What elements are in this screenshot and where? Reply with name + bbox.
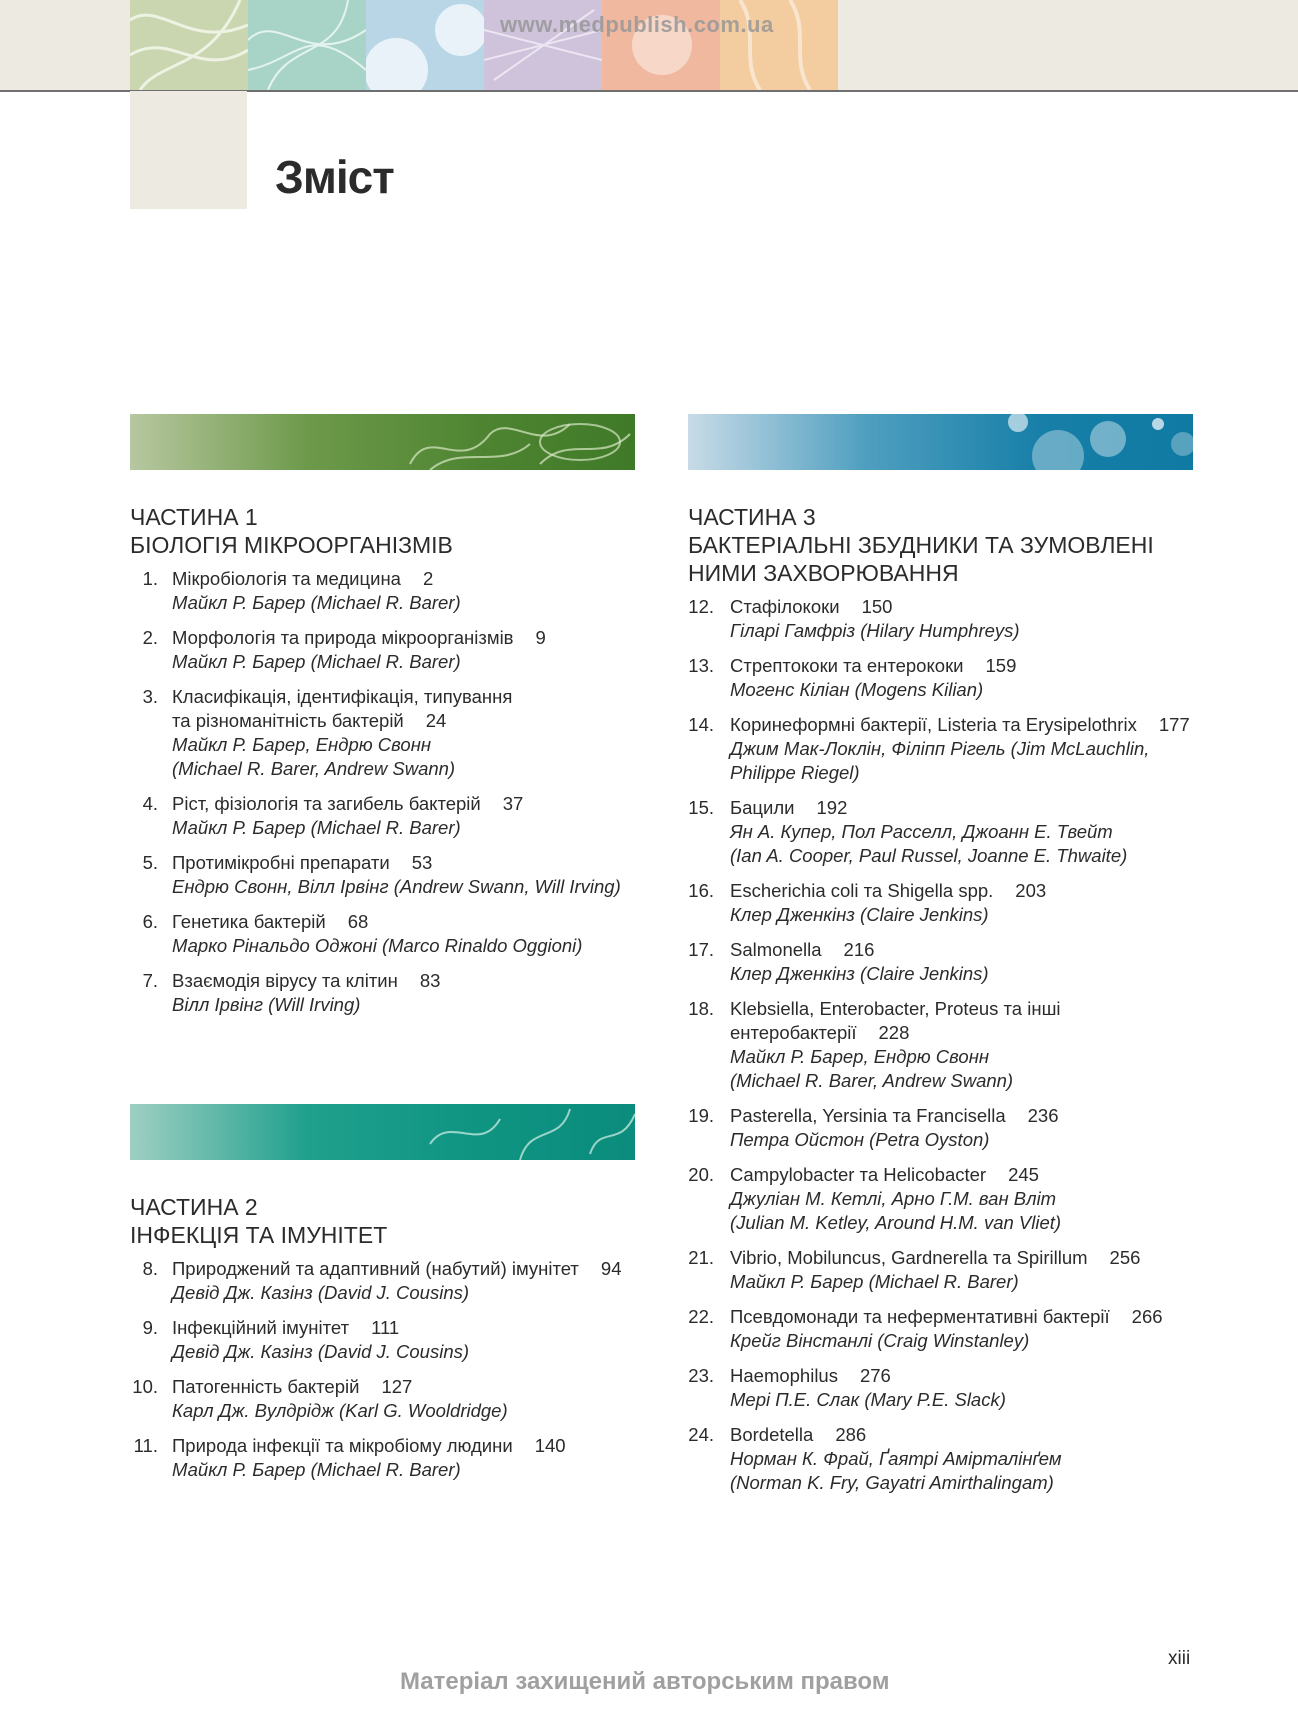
toc-entry[interactable] <box>688 654 1248 702</box>
chapter-author: Ендрю Свонн, Вілл Ірвінг (Andrew Swann, Will Irving) <box>172 876 621 897</box>
toc-entry[interactable] <box>130 969 650 1017</box>
chapter-number: 12. <box>688 596 714 617</box>
part-1-section <box>130 503 650 1028</box>
chapter-title: Bordetella <box>730 1424 814 1445</box>
part-label: ЧАСТИНА 3 <box>688 504 816 530</box>
chapter-title-line <box>730 1163 1248 1187</box>
chapter-number: 19. <box>688 1105 714 1126</box>
chapter-page-number: 192 <box>816 797 848 818</box>
chapter-title: Стафілококи <box>730 596 840 617</box>
chapter-title: Campylobacter та Helicobacter <box>730 1164 987 1185</box>
chapter-title-line <box>730 1364 1248 1388</box>
chapter-author: Девід Дж. Казінз (David J. Cousins) <box>172 1282 470 1303</box>
chapter-number: 16. <box>688 880 714 901</box>
chapter-number: 8. <box>142 1258 158 1279</box>
part-label: ЧАСТИНА 2 <box>130 1194 258 1220</box>
chapter-title: Klebsiella, Enterobacter, Proteus та інші <box>730 998 1061 1019</box>
toc-entry[interactable] <box>130 910 650 958</box>
chapter-page-number: 228 <box>878 1022 910 1043</box>
chapter-title: Коринеформні бактерії, Listeria та Erysipelothrix <box>730 714 1137 735</box>
chapter-author: Клер Дженкінз (Claire Jenkins) <box>730 904 989 925</box>
chapter-title-line <box>172 910 650 934</box>
page-title: Зміст <box>275 151 394 203</box>
toc-entry[interactable] <box>130 792 650 840</box>
chapter-page-number: 127 <box>381 1376 413 1397</box>
chapter-page-number: 159 <box>985 655 1017 676</box>
part-2-banner <box>130 1104 635 1160</box>
chapter-author: Ян А. Купер, Пол Расселл, Джоанн Е. Твейт <box>730 821 1113 842</box>
chapter-title: Стрептококи та ентерококи <box>730 655 964 676</box>
copyright-watermark: Матеріал захищений авторським правом <box>400 1668 890 1695</box>
chapter-author: Вілл Ірвінг (Will Irving) <box>172 994 361 1015</box>
chapter-page-number: 2 <box>422 568 434 589</box>
chapter-author: Петра Ойстон (Petra Oyston) <box>730 1129 990 1150</box>
chapter-number: 10. <box>132 1376 158 1397</box>
chapter-number: 1. <box>142 568 158 589</box>
chapter-author: (Norman K. Fry, Gayatri Amirthalingam) <box>730 1472 1054 1493</box>
chapter-title-line <box>730 1104 1248 1128</box>
chapter-title-line <box>730 713 1248 737</box>
chapter-title-line <box>730 796 1248 820</box>
chapter-page-number: 203 <box>1015 880 1047 901</box>
chapter-page-number: 53 <box>411 852 433 873</box>
chapter-page-number: 37 <box>502 793 524 814</box>
toc-entry[interactable] <box>688 1246 1248 1294</box>
part-1-banner <box>130 414 635 470</box>
chapter-title: та різноманітність бактерій <box>172 710 404 731</box>
chapter-title-line <box>730 1021 1248 1045</box>
toc-entry[interactable] <box>130 567 650 615</box>
chapter-title-line <box>172 851 650 875</box>
chapter-title-line <box>730 1246 1248 1270</box>
chapter-title-line <box>172 1257 650 1281</box>
chapter-number: 9. <box>142 1317 158 1338</box>
chapter-title: ентеробактерії <box>730 1022 857 1043</box>
chapter-title: Протимікробні препарати <box>172 852 390 873</box>
tile-green <box>130 0 248 90</box>
part-heading <box>130 503 650 559</box>
toc-entry[interactable] <box>688 1364 1248 1412</box>
chapter-number: 3. <box>142 686 158 707</box>
chapter-number: 20. <box>688 1164 714 1185</box>
chapter-page-number: 111 <box>371 1317 400 1338</box>
chapter-title-line <box>730 879 1248 903</box>
toc-entry[interactable] <box>130 1257 650 1305</box>
chapter-title-line <box>172 567 650 591</box>
chapter-title: Pasterella, Yersinia та Francisella <box>730 1105 1006 1126</box>
chapter-author: (Julian M. Ketley, Around H.M. van Vliet) <box>730 1212 1062 1233</box>
part-title-line: ІНФЕКЦІЯ ТА ІМУНІТЕТ <box>130 1222 388 1248</box>
toc-entry[interactable] <box>130 1375 650 1423</box>
chapter-page-number: 256 <box>1109 1247 1141 1268</box>
chapter-title-line <box>730 997 1248 1021</box>
chapter-author: (Michael R. Barer, Andrew Swann) <box>730 1070 1014 1091</box>
toc-entry[interactable] <box>130 1316 650 1364</box>
chapter-title: Класифікація, ідентифікація, типування <box>172 686 513 707</box>
chapter-title-line <box>172 1316 650 1340</box>
chapter-page-number: 286 <box>835 1424 867 1445</box>
chapter-page-number: 68 <box>347 911 369 932</box>
chapter-page-number: 266 <box>1131 1306 1163 1327</box>
chapter-author: Майкл Р. Барер (Michael R. Barer) <box>172 592 461 613</box>
chapter-title-line <box>172 1434 650 1458</box>
chapter-number: 5. <box>142 852 158 873</box>
chapter-number: 23. <box>688 1365 714 1386</box>
chapter-author: (Ian A. Cooper, Paul Russel, Joanne E. Thwaite) <box>730 845 1128 866</box>
page-number: xiii <box>1168 1648 1191 1669</box>
chapter-title: Бацили <box>730 797 795 818</box>
chapter-author: Майкл Р. Барер, Ендрю Свонн <box>172 734 432 755</box>
toc-entry[interactable] <box>688 997 1248 1093</box>
chapter-title: Ріст, фізіологія та загибель бактерій <box>172 793 481 814</box>
part-3-section <box>688 503 1248 1506</box>
toc-entry[interactable] <box>130 1434 650 1482</box>
toc-entry[interactable] <box>130 626 650 674</box>
chapter-number: 21. <box>688 1247 714 1268</box>
chapter-title: Escherichia coli та Shigella spp. <box>730 880 994 901</box>
chapter-author: Джуліан М. Кетлі, Арно Г.М. ван Вліт <box>730 1188 1057 1209</box>
chapter-title-line <box>730 1305 1248 1329</box>
chapter-number: 14. <box>688 714 714 735</box>
chapter-author: Марко Рінальдо Оджоні (Marco Rinaldo Oggioni) <box>172 935 583 956</box>
chapter-title: Vibrio, Mobiluncus, Gardnerella та Spirillum <box>730 1247 1088 1268</box>
chapter-page-number: 245 <box>1008 1164 1039 1185</box>
part-heading <box>130 1193 650 1249</box>
chapter-page-number: 83 <box>419 970 441 991</box>
part-label: ЧАСТИНА 1 <box>130 504 258 530</box>
chapter-number: 11. <box>133 1435 158 1456</box>
chapter-author: Philippe Riegel) <box>730 762 860 783</box>
chapter-author: Майкл Р. Барер, Ендрю Свонн <box>730 1046 990 1067</box>
chapter-title: Псевдомонади та неферментативні бактерії <box>730 1306 1110 1327</box>
chapter-title-line <box>172 685 650 709</box>
chapter-title: Генетика бактерій <box>172 911 326 932</box>
chapter-number: 13. <box>688 655 714 676</box>
chapter-title: Мікробіологія та медицина <box>172 568 401 589</box>
toc-entry[interactable] <box>688 713 1248 785</box>
chapter-title: Патогенність бактерій <box>172 1376 360 1397</box>
chapter-author: Девід Дж. Казінз (David J. Cousins) <box>172 1341 470 1362</box>
toc-entry[interactable] <box>688 1423 1248 1495</box>
chapter-author: (Michael R. Barer, Andrew Swann) <box>172 758 456 779</box>
tile-blue <box>366 0 484 90</box>
part-3-banner <box>688 414 1193 470</box>
chapter-number: 4. <box>142 793 158 814</box>
tile-teal <box>248 0 366 90</box>
chapter-title-line <box>172 1375 650 1399</box>
title-block <box>130 91 247 209</box>
chapter-page-number: 216 <box>843 939 875 960</box>
toc-entry[interactable] <box>688 1104 1248 1152</box>
part-2-section <box>130 1193 650 1493</box>
chapter-title: Природа інфекції та мікробіому людини <box>172 1435 513 1456</box>
watermark-url: www.medpublish.com.ua <box>500 12 774 37</box>
chapter-author: Норман К. Фрай, Ґаятрі Амірталінґем <box>730 1448 1062 1469</box>
chapter-number: 24. <box>688 1424 714 1445</box>
chapter-page-number: 276 <box>859 1365 891 1386</box>
chapter-page-number: 177 <box>1158 714 1190 735</box>
chapter-title-line <box>730 938 1248 962</box>
chapter-author: Майкл Р. Барер (Michael R. Barer) <box>172 817 461 838</box>
toc-entry[interactable] <box>688 796 1248 868</box>
chapter-page-number: 94 <box>600 1258 622 1279</box>
chapter-number: 2. <box>142 627 158 648</box>
chapter-title-line <box>172 626 650 650</box>
chapter-title: Haemophilus <box>730 1365 838 1386</box>
part-title-line: НИМИ ЗАХВОРЮВАННЯ <box>688 560 959 586</box>
chapter-author: Гіларі Гамфріз (Hilary Humphreys) <box>730 620 1020 641</box>
chapter-page-number: 140 <box>534 1435 566 1456</box>
toc-entry[interactable] <box>688 595 1248 643</box>
chapter-title: Salmonella <box>730 939 822 960</box>
chapter-title-line <box>172 709 650 733</box>
chapter-title-line <box>730 1423 1248 1447</box>
chapter-title-line <box>730 654 1248 678</box>
chapter-title-line <box>730 595 1248 619</box>
chapter-title-line <box>172 792 650 816</box>
chapter-author: Майкл Р. Барер (Michael R. Barer) <box>172 1459 461 1480</box>
toc-entry[interactable] <box>688 1163 1248 1235</box>
chapter-title-line <box>172 969 650 993</box>
toc-entry[interactable] <box>130 685 650 781</box>
chapter-author: Майкл Р. Барер (Michael R. Barer) <box>730 1271 1019 1292</box>
chapter-number: 7. <box>142 970 158 991</box>
toc-entry[interactable] <box>688 938 1248 986</box>
chapter-author: Могенс Кіліан (Mogens Kilian) <box>730 679 984 700</box>
chapter-title: Взаємодія вірусу та клітин <box>172 970 398 991</box>
chapter-author: Джим Мак-Локлін, Філіпп Рігель (Jim McLauchlin, <box>730 738 1150 759</box>
chapter-number: 6. <box>142 911 158 932</box>
chapter-number: 15. <box>688 797 714 818</box>
chapter-author: Крейг Вінстанлі (Craig Winstanley) <box>730 1330 1030 1351</box>
chapter-author: Майкл Р. Барер (Michael R. Barer) <box>172 651 461 672</box>
chapter-number: 22. <box>688 1306 714 1327</box>
toc-entry[interactable] <box>130 851 650 899</box>
chapter-author: Мері П.Е. Слак (Mary P.E. Slack) <box>730 1389 1006 1410</box>
part-title-line: БАКТЕРІАЛЬНІ ЗБУДНИКИ ТА ЗУМОВЛЕНІ <box>688 532 1154 558</box>
chapter-number: 18. <box>688 998 714 1019</box>
chapter-page-number: 24 <box>425 710 447 731</box>
chapter-page-number: 150 <box>861 596 893 617</box>
toc-entry[interactable] <box>688 879 1248 927</box>
chapter-page-number: 9 <box>535 627 546 648</box>
chapter-title: Морфологія та природа мікроорганізмів <box>172 627 514 648</box>
part-title-line: БІОЛОГІЯ МІКРООРГАНІЗМІВ <box>130 532 453 558</box>
chapter-author: Клер Дженкінз (Claire Jenkins) <box>730 963 989 984</box>
chapter-number: 17. <box>688 939 714 960</box>
chapter-title: Природжений та адаптивний (набутий) імунітет <box>172 1258 579 1279</box>
chapter-author: Карл Дж. Вулдрідж (Karl G. Wooldridge) <box>172 1400 508 1421</box>
chapter-title: Інфекційний імунітет <box>172 1317 350 1338</box>
chapter-page-number: 236 <box>1027 1105 1059 1126</box>
toc-entry[interactable] <box>688 1305 1248 1353</box>
part-heading <box>688 503 1248 587</box>
